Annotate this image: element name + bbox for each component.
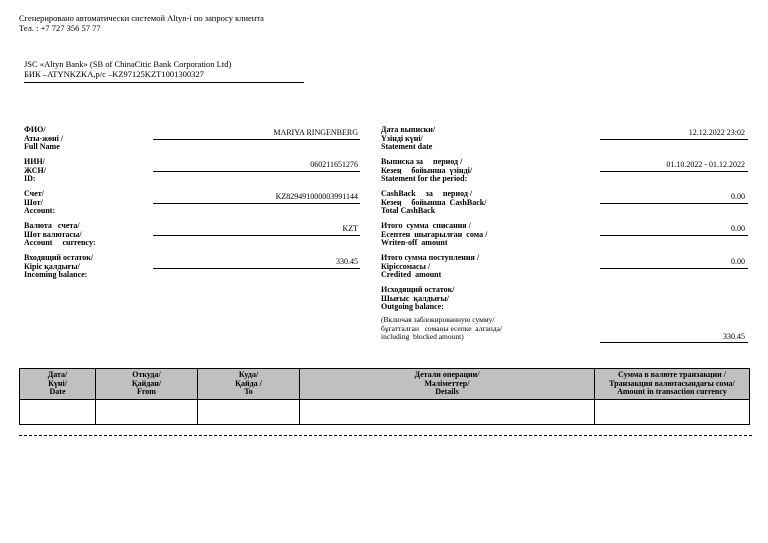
- generated-header: [19, 14, 264, 34]
- bank-name: JSC «Altyn Bank» (SB of ChinaCitic Bank Corporation Ltd): [24, 59, 232, 69]
- full-name-label: ФИО/ Аты-жөні / Full Name: [24, 125, 64, 151]
- credited-label: Итого сумма поступления / Кірiссомасы / Credited amount: [381, 253, 480, 279]
- operations-table: [19, 368, 750, 425]
- bank-underline: [24, 82, 304, 83]
- period-underline: [600, 171, 748, 172]
- bank-info: [24, 60, 231, 80]
- col-details-header: Детали операции/ Мәліметтер/ Details: [300, 369, 595, 400]
- bank-bik: БИК –ATYNKZKA,р/с –KZ97125KZT1001300327: [24, 68, 204, 79]
- table-cell: [20, 400, 96, 425]
- full-name-underline: [153, 139, 360, 140]
- currency-underline: [153, 235, 360, 236]
- phone: Тел. : +7 727 356 57 77: [19, 22, 101, 33]
- outgoing-underline: [600, 342, 748, 343]
- incoming-value: 330.45: [336, 257, 358, 266]
- writeoff-label: Итого сумма списания / Есептен шығарылған сома / Writen-off amount: [381, 221, 488, 247]
- col-amount-header: Сумма в валюте транзакции / Транзакция валютасындағы сома/ Amount in transaction currency: [595, 369, 750, 400]
- table-row: [20, 400, 750, 425]
- col-date-header: Дата/ Күні/ Date: [20, 369, 96, 400]
- cashback-value: 0.00: [731, 192, 745, 201]
- table-cell: [198, 400, 300, 425]
- writeoff-value: 0.00: [731, 224, 745, 233]
- generated-note: Сгенерировано автоматически системой Altyn-i по запросу клиента: [19, 13, 264, 23]
- account-value: KZ829491000003991144: [275, 192, 358, 201]
- col-from-header: Откуда/ Қайдан/ From: [96, 369, 198, 400]
- table-cell: [96, 400, 198, 425]
- account-underline: [153, 203, 360, 204]
- currency-value: KZT: [342, 224, 358, 233]
- dashed-separator: [19, 435, 752, 436]
- col-to-header: Куда/ Қайда / To: [198, 369, 300, 400]
- outgoing-label: Исходящий остаток/ Шығыс қалдығы/ Outgoing balance:: [381, 285, 455, 311]
- period-label: Выписка за период / Кезең бойынша үзінді/ Statement for the period:: [381, 157, 473, 183]
- outgoing-note: (Включая заблокированную сумму/ бұғатталған соманы есепке алғанда/ including blocked amount): [381, 315, 503, 341]
- table-cell: [595, 400, 750, 425]
- account-label: Счет/ Шот/ Account:: [24, 189, 56, 215]
- table-header-row: [20, 369, 750, 400]
- full-name-value: MARIYA RINGENBERG: [273, 128, 358, 137]
- statement-date-underline: [600, 139, 748, 140]
- incoming-underline: [153, 268, 360, 269]
- statement-date-label: Дата выписки/ Үзінді күні/ Statement date: [381, 125, 436, 151]
- iin-value: 060211651276: [310, 160, 358, 169]
- iin-label: ИИН/ ЖСН/ ID:: [24, 157, 46, 183]
- iin-underline: [153, 171, 360, 172]
- currency-label: Валюта счета/ Шот валютасы/ Account currency:: [24, 221, 96, 247]
- statement-date-value: 12.12.2022 23:02: [688, 128, 745, 137]
- table-cell: [300, 400, 595, 425]
- incoming-label: Входящий остаток/ Кіріс қалдығы/ Incoming balance:: [24, 253, 94, 279]
- period-value: 01.10.2022 - 01.12.2022: [666, 160, 745, 169]
- writeoff-underline: [600, 235, 748, 236]
- credited-value: 0.00: [731, 257, 745, 266]
- outgoing-value: 330.45: [723, 332, 745, 341]
- cashback-label: CashBack за период / Кезең бойынша CashBack/ Total CashBack: [381, 189, 487, 215]
- credited-underline: [600, 268, 748, 269]
- cashback-underline: [600, 203, 748, 204]
